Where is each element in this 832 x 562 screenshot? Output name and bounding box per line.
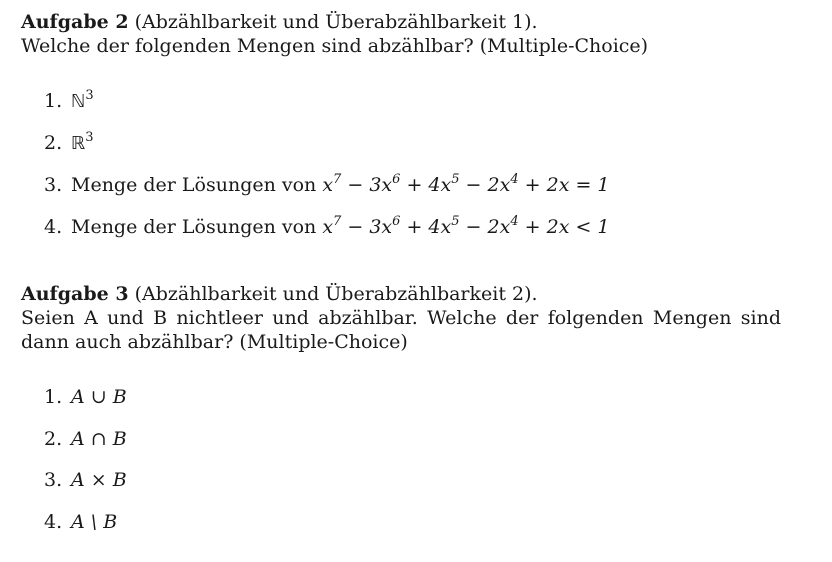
task-2-item-1	[21, 89, 781, 113]
task-3-title: (Abzählbarkeit und Überabzählbarkeit 2).	[134, 283, 538, 305]
task-2-label: Aufgabe 2	[21, 11, 129, 33]
equation: $x^7 - 3x^6 + 4x^5 - 2x^4 + 2x = 1$	[322, 171, 610, 196]
task-2-question: Welche der folgenden Mengen sind abzählbar? (Multiple-Choice)	[21, 35, 649, 57]
task-3-question: Seien A und B nichtleer und abzählbar. Welche der folgenden Mengen sind dann auch abzählbar? (Multiple-Choice)	[21, 307, 781, 353]
task-3-item-1	[21, 385, 781, 409]
task-3	[21, 282, 781, 551]
task-3-label: Aufgabe 3	[21, 283, 129, 305]
set-expression: A × B	[71, 469, 127, 491]
item-text: Menge der Lösungen von	[71, 174, 323, 196]
set-expression: A \ B	[71, 510, 118, 533]
set-symbol: ℕ	[71, 91, 86, 112]
task-2-header	[21, 10, 781, 34]
task-2-item-3	[21, 173, 781, 197]
item-text: Menge der Lösungen von	[71, 216, 323, 238]
exponent: 3	[85, 129, 94, 145]
task-2-title: (Abzählbarkeit und Überabzählbarkeit 1).	[134, 11, 538, 33]
set-expression: A ∪ B	[71, 386, 127, 408]
task-3-item-2	[21, 427, 781, 451]
exponent: 3	[85, 87, 94, 103]
document-page	[21, 10, 781, 533]
task-3-item-4	[21, 510, 781, 534]
task-3-header	[21, 282, 781, 306]
item-number: 2.	[44, 132, 63, 154]
task-2-item-4	[21, 215, 781, 239]
item-number: 4.	[44, 216, 63, 238]
task-2-list	[21, 89, 781, 239]
item-number: 3.	[44, 174, 63, 196]
item-number: 3.	[44, 469, 63, 491]
set-symbol: ℝ	[71, 133, 86, 154]
task-2-item-2	[21, 131, 781, 155]
item-number: 1.	[44, 386, 63, 408]
item-number: 4.	[44, 510, 63, 533]
inequality: $x^7 - 3x^6 + 4x^5 - 2x^4 + 2x < 1$	[322, 213, 610, 238]
item-number: 2.	[44, 427, 63, 450]
set-expression: A ∩ B	[71, 427, 127, 450]
task-3-item-3	[21, 468, 781, 492]
task-3-list	[21, 385, 781, 534]
task-2	[21, 10, 781, 239]
item-number: 1.	[44, 90, 63, 112]
